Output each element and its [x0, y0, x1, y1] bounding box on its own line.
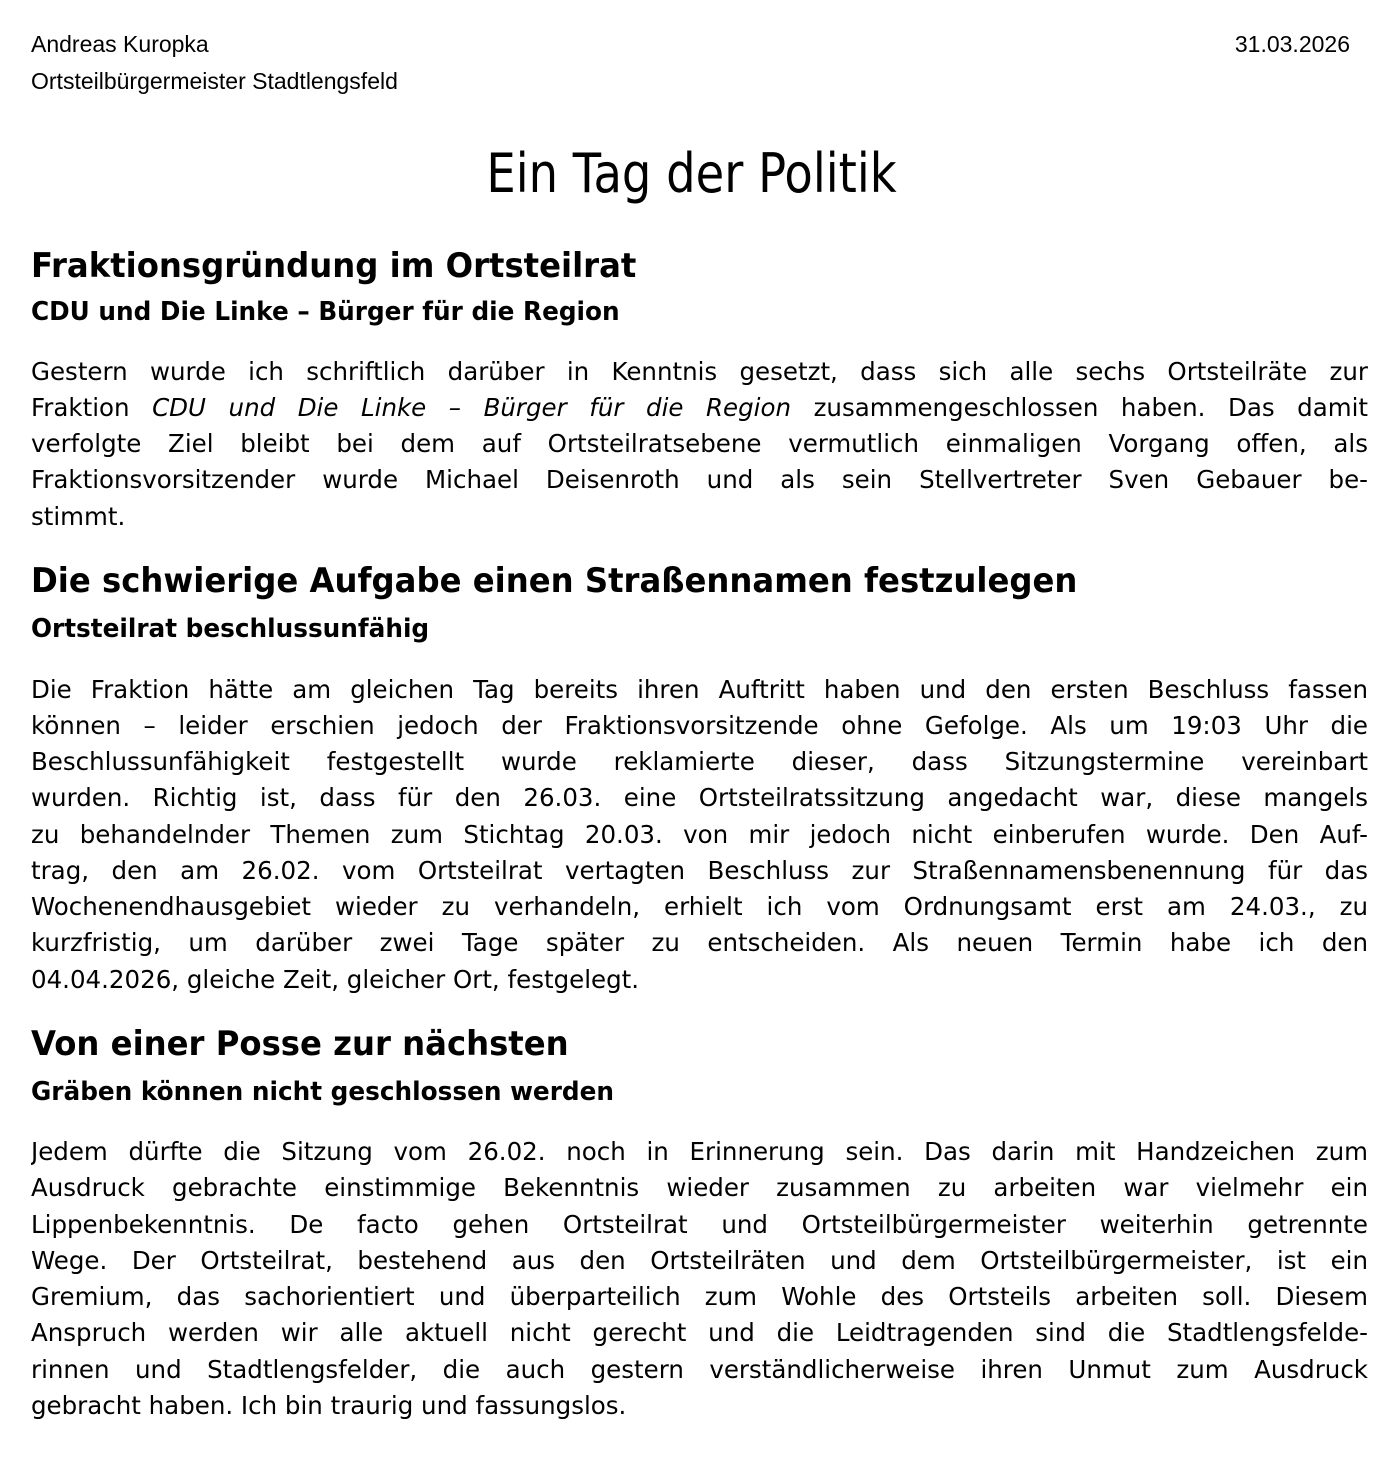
paragraph-line: Die Fraktion hätte am gleichen Tag bereits ihren Auftritt haben und den ersten Beschluss fassen	[31, 675, 1368, 704]
paragraph-line: Lippenbekenntnis. De facto gehen Ortsteilrat und Ortsteilbürgermeister weiterhin getrennte	[31, 1210, 1368, 1239]
section-heading: Fraktionsgründung im Ortsteilrat	[31, 246, 637, 286]
paragraph-line: stimmt.	[31, 502, 126, 531]
section-heading: Von einer Posse zur nächsten	[31, 1024, 569, 1064]
paragraph-line: 04.04.2026, gleiche Zeit, gleicher Ort, festgelegt.	[31, 965, 640, 994]
paragraph-line: wurden. Richtig ist, dass für den 26.03. eine Ortsteilratssitzung angedacht war, diese mangels	[31, 783, 1368, 812]
paragraph-line: Anspruch werden wir alle aktuell nicht gerecht und die Leidtragenden sind die Stadtlengsfelde-	[31, 1318, 1368, 1347]
paragraph-line: Jedem dürfte die Sitzung vom 26.02. noch in Erinnerung sein. Das darin mit Handzeichen zum	[31, 1137, 1368, 1166]
author-role: Ortsteilbürgermeister Stadtlengsfeld	[31, 68, 398, 94]
section-subheading: Ortsteilrat beschlussunfähig	[31, 614, 430, 644]
document-date: 31.03.2026	[1234, 31, 1350, 57]
paragraph-line: verfolgte Ziel bleibt bei dem auf Ortsteilratsebene vermutlich einmaligen Vorgang offen, als	[31, 429, 1368, 458]
paragraph-line: trag, den am 26.02. vom Ortsteilrat vertagten Beschluss zur Straßennamensbenennung für das	[31, 856, 1368, 885]
paragraph-line: rinnen und Stadtlengsfelder, die auch gestern verständlicherweise ihren Unmut zum Ausdruck	[31, 1355, 1368, 1384]
text-segment: zusammengeschlossen haben. Das damit	[813, 393, 1368, 422]
section-heading: Die schwierige Aufgabe einen Straßennamen festzulegen	[31, 561, 1078, 601]
paragraph-line: Gremium, das sachorientiert und überparteilich zum Wohle des Ortsteils arbeiten soll. Diesem	[31, 1282, 1368, 1311]
paragraph-line: Ausdruck gebrachte einstimmige Bekenntnis wieder zusammen zu arbeiten war vielmehr ein	[31, 1173, 1368, 1202]
paragraph-line: gebracht haben. Ich bin traurig und fassungslos.	[31, 1391, 627, 1420]
paragraph-line: Wochenendhausgebiet wieder zu verhandeln, erhielt ich vom Ordnungsamt erst am 24.03., zu	[31, 892, 1368, 921]
paragraph-line: Wege. Der Ortsteilrat, bestehend aus den Ortsteilräten und dem Ortsteilbürgermeister, ist ein	[31, 1246, 1368, 1275]
paragraph-line: zu behandelnder Themen zum Stichtag 20.03. von mir jedoch nicht einberufen wurde. Den Auf-	[31, 820, 1368, 849]
section-subheading: Gräben können nicht geschlossen werden	[31, 1077, 615, 1107]
author-name: Andreas Kuropka	[31, 31, 209, 57]
section-subheading: CDU und Die Linke – Bürger für die Region	[31, 297, 620, 327]
paragraph-line: Fraktionsvorsitzender wurde Michael Deisenroth und als sein Stellvertreter Sven Gebauer be-	[31, 465, 1368, 494]
paragraph-line	[31, 393, 1368, 425]
faction-name-italic: CDU und Die Linke – Bürger für die Region	[152, 393, 791, 422]
page-title: Ein Tag der Politik	[486, 142, 897, 205]
paragraph-line: Beschlussunfähigkeit festgestellt wurde reklamierte dieser, dass Sitzungstermine vereinbart	[31, 747, 1368, 776]
paragraph-line: kurzfristig, um darüber zwei Tage später zu entscheiden. Als neuen Termin habe ich den	[31, 928, 1368, 957]
paragraph-line: können – leider erschien jedoch der Fraktionsvorsitzende ohne Gefolge. Als um 19:03 Uhr die	[31, 711, 1368, 740]
text-segment: Fraktion	[31, 393, 130, 422]
paragraph-line: Gestern wurde ich schriftlich darüber in Kenntnis gesetzt, dass sich alle sechs Ortsteilräte zur	[31, 357, 1368, 386]
